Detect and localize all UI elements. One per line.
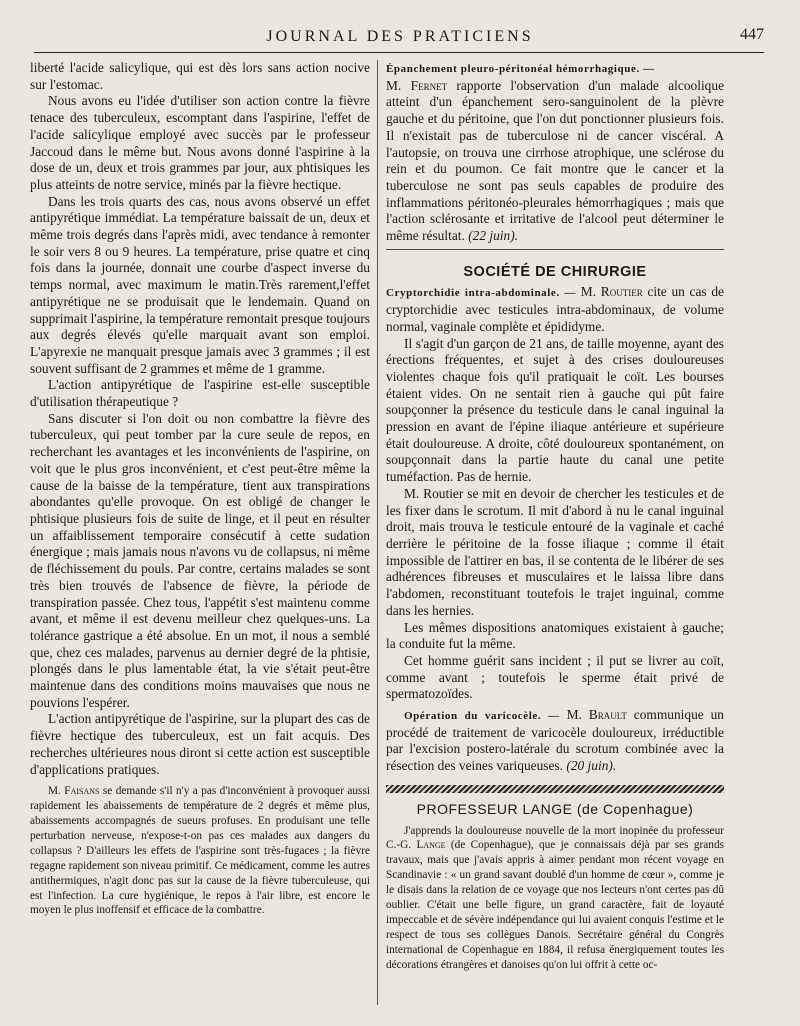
obituary-paragraph — [386, 824, 724, 973]
paragraph: liberté l'acide salicylique, qui est dès lors sans action nocive sur l'estomac. — [30, 60, 370, 92]
speaker-name: Brault — [588, 707, 627, 723]
paragraph — [386, 284, 724, 335]
page-number: 447 — [740, 26, 764, 43]
left-column — [30, 60, 370, 918]
right-column — [386, 60, 724, 973]
paragraph: L'action antipyrétique de l'aspirine est-elle susceptible d'utilisation thérapeutique ? — [30, 377, 370, 410]
paragraph: Les mêmes dispositions anatomiques existaient à gauche; la conduite fut la même. — [386, 619, 724, 652]
paragraph-text: communique un procédé de traitement de varicocèle douloureux, irréductible par l'excision postero-latérale du scrotum combinée avec la résection des veines variqueuses. — [386, 707, 724, 774]
paragraph: Sans discuter si l'on doit ou non combattre la fièvre des tuberculeux, qui peut tomber par la cure seule de repos, en recherchant les avantages et les inconvénients de l'aspirine, on voit que le plus gros inconvénient, et c'est peut-être même la cause de la baisse de la température, tient aux transpirations abondantes qu'elle provoque. On est obligé de changer le phtisique plusieurs fois de suite de linge, et il peut en résulter un affaiblissement temporaire consécutif à cette sudation énergique ; mais jamais nous n'avons vu de collapsus, ni même de fléchissement du pouls. Par contre, certains malades se sont très bien trouvés de l'absence de fièvre, la période de transpiration passée. Chez tous, l'appétit s'est maintenu comme avant, et même il est devenu meilleur chez quelques-uns. La tolérance gastrique a été absolue. En un mot, il nous a semblé que, chez ces malades, parvenus au dernier degré de la phtisie, plongés dans le plus lamentable état, la vie s'était peut-être maintenue dans des conditions moins mauvaises que nous ne pouvions l'espérer. — [30, 410, 370, 710]
section-title: SOCIÉTÉ DE CHIRURGIE — [463, 263, 647, 280]
paragraph: M. Routier se mit en devoir de chercher les testicules et de les fixer dans le scrotum. Il mit d'abord à nu le canal inguinal droit, mais trouva le testicule entouré de la vaginale et caché derrière le péritoine de la fosse iliaque ; comme il était impossible de l'attirer en bas, il se contenta de le libérer de ses adhérences fibreuses et musculaires et le laissa libre dans l'abdomen, reconstituant toutefois le trajet inguinal, comme dans les hernies. — [386, 485, 724, 618]
epanchement-heading-line — [386, 60, 724, 78]
column-divider — [377, 60, 378, 1005]
speaker-name: Routier — [600, 284, 643, 300]
discussion-paragraph — [30, 784, 370, 918]
header-rule — [34, 52, 764, 53]
session-date: (22 juin). — [468, 228, 519, 244]
speaker-prefix: M. — [576, 284, 601, 300]
runin-heading: Épanchement pleuro-péritonéal hémorrhagique. — — [386, 63, 655, 75]
session-date: (20 juin). — [566, 758, 617, 774]
speaker-prefix: M. — [386, 77, 411, 93]
paragraph: Dans les trois quarts des cas, nous avons observé un effet antipyrétique immédiat. La température baissait de un, deux et même trois degrés dans l'après midi, avec tendance à remonter le soir vers 8 ou 9 heures. La température, prise quatre et cinq fois dans la journée, donnait une courbe d'aspect inverse du temps normal, avec maximum le matin.Très rarement,l'effet antipyrétique ne se produisait que le lendemain. Quand on supprimait l'aspirine, la température remontait presque toujours aux degrés élevés qu'elle marquait avant son emploi. L'apyrexie ne manquait presque jamais avec 3 grammes ; il est souvent suffisant de 2 grammes et même de 1 gramme. — [30, 193, 370, 376]
paragraph — [386, 78, 724, 245]
hatched-separator — [386, 785, 724, 793]
runin-heading: Cryptorchidie intra-abdominale. — — [386, 287, 577, 300]
obituary-title: PROFESSEUR LANGE (de Copenhague) — [416, 800, 694, 817]
section-rule — [386, 249, 724, 250]
person-name: Lange — [416, 839, 446, 852]
paragraph-text: rapporte l'observation d'un malade alcoolique atteint d'un épanchement sero-sanguinolent de la plèvre gauche et du péritoine, que l'on dut ponctionner plusieurs fois. Il n'existait pas de tuberculose ni de cancer viscéral. A l'autopsie, on trouva une cirrhose atrophique, une sclérose du rein et du poumon. Ce fait montre que le cancer et la tuberculose ne sont pas seuls capables de produire des inflammations péritonéo-pleurales hémorrhagiques ; mais que l'action sclérosante et irritative de l'alcool peut déterminer le même résultat. — [386, 77, 725, 244]
discussion-text: se demande s'il n'y a pas d'inconvénient à provoquer aussi rapidement les abaissements de température de 2 degrés et même plus, abaissements accompagnés de sueurs profuses. En produisant une telle perturbation nerveuse, n'expose-t-on pas ces malades aux dangers du collapsus ? D'ailleurs les effets de l'aspirine sont très-fugaces ; la fièvre regagne rapidement son niveau primitif. Ce médicament, comme les autres antithermiques, n'agit donc pas sur la cause de la fièvre tuberculeuse, qui est l'infection. La cure hygiénique, le repos à l'air libre, est encore le moyen le plus inoffensif et efficace de la combattre. — [30, 785, 370, 917]
speaker-prefix: M. — [559, 707, 589, 723]
paragraph: Il s'agit d'un garçon de 21 ans, de taille moyenne, ayant des érections fréquentes, et sujet à des crises douloureuses violentes chaque fois qu'il pratiquait le coït. Les bourses étaient vides. On ne sentait rien à gauche qui pût faire soupçonner la présence du testicule dans le canal inguinal la pression en avant de l'épine iliaque antérieure et supérieure était douloureuse. A droite, côté douloureux spontanément, on soupçonnait dans la partie haute du canal une petite tuméfaction. Pas de hernie. — [386, 335, 724, 485]
obituary-intro: J'apprends la douloureuse nouvelle de la mort inopinée du professeur C.-G. — [386, 824, 724, 852]
speaker-name: Fernet — [410, 77, 448, 93]
paragraph — [386, 707, 724, 775]
running-head — [36, 28, 764, 50]
paragraph-text: cite un cas de cryptorchidie avec testicules intra-abdominaux, de volume normal, vaginale complète et épididyme. — [386, 284, 724, 334]
paragraph: Cet homme guérit sans incident ; il put se livrer au coït, comme avant ; toutefois le sperme était privé de spermatozoïdes. — [386, 652, 724, 702]
speaker-prefix: M. — [48, 785, 65, 798]
speaker-name: Faisans — [64, 785, 100, 798]
obituary-text: (de Copenhague), que je connaissais déjà par ses grands travaux, mais que j'avais appris à aimer pendant mon récent voyage en Scandinavie : « un grand savant doublé d'un homme de cœur », comme je le disais dans la relation de ce voyage que nos lecteurs n'ont certes pas dû oublier. C'était une belle figure, un grand caractère, fait de loyauté impeccable et de sévère indépendance qui lui avaient conquis l'estime et le respect de tous ses collègues Danois. Secrétaire général du Congrès international de Copenhague en 1884, il refusa énergiquement toutes les décorations étrangères et danoises qu'on lui offrit à cette oc- — [386, 839, 724, 971]
journal-title: JOURNAL DES PRATICIENS — [266, 28, 534, 45]
runin-heading: Opération du varicocèle. — — [404, 710, 560, 723]
paragraph: Nous avons eu l'idée d'utiliser son action contre la fièvre tenace des tuberculeux, escomptant dans l'aspirine, l'effet de l'acide salicylique employé avec succès par le professeur Jaccoud dans le même but. Nous avons donné l'aspirine à la dose de un, deux et trois grammes par jour, aux phtisiques les plus atteints de notre service, minés par la fièvre hectique. — [30, 93, 370, 192]
paragraph: L'action antipyrétique de l'aspirine, sur la plupart des cas de fièvre hectique des tuberculeux, est un fait acquis. Des recherches ultérieures nous diront si cette action est susceptible d'applications pratiques. — [30, 711, 370, 777]
